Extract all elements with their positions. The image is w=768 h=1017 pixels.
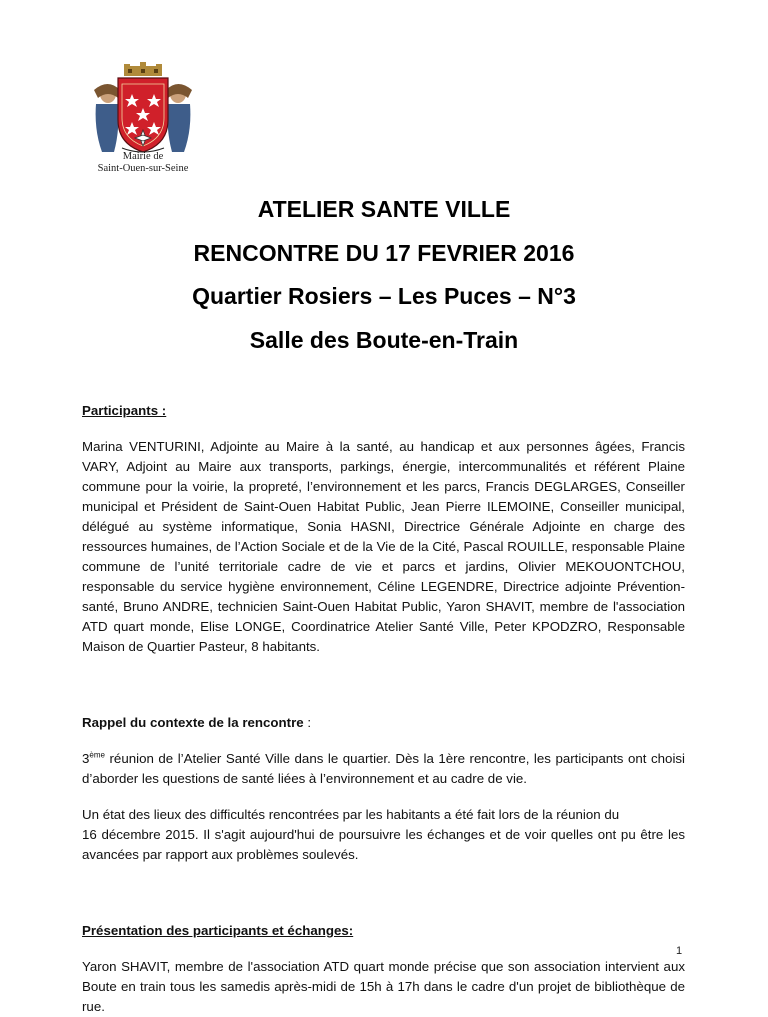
logo-caption-line-1: Mairie de [122,151,164,162]
logo-caption-line-2: Saint-Ouen-sur-Seine [97,163,189,174]
page-number: 1 [676,945,683,957]
rappel-paragraph-2 [82,805,685,865]
title-block [0,188,768,362]
rappel-heading-suffix: : [303,715,312,730]
rappel-heading [82,713,685,733]
rappel-paragraph-2-line-1: Un état des lieux des difficultés rencontrées par les habitants a été fait lors de la réunion du [82,807,620,822]
rappel-paragraph-1-text: réunion de l’Atelier Santé Ville dans le quartier. Dès la 1ère rencontre, les participants ont choisi d’aborder les questions de santé liées à l’environnement et au cadre de vie. [82,751,685,786]
presentation-heading-text: Présentation des participants et échanges: [82,923,354,938]
presentation-paragraph: Yaron SHAVIT, membre de l'association ATD quart monde précise que son association intervient aux Boute en train tous les samedis après-midi de 15h à 17h dans le cadre d'un projet de bibliothèque de rue. [82,959,685,1014]
participants-heading [82,401,685,421]
rappel-ordinal-number: 3 [82,751,90,766]
document-body [82,401,685,1017]
rappel-ordinal-suffix: ème [89,750,105,760]
rappel-paragraph-2-rest: 16 décembre 2015. Il s'agit aujourd'hui de poursuivre les échanges et de voir quelles ont pu être les avancées par rapport aux problèmes soulevés. [82,827,685,862]
presentation-heading [82,921,685,941]
rappel-heading-text: Rappel du contexte de la rencontre [82,715,304,730]
title-line-2: RENCONTRE DU 17 FEVRIER 2016 [193,239,575,266]
title-line-4: Salle des Boute-en-Train [249,326,519,353]
logo-caption [78,151,208,175]
rappel-paragraph-1 [82,749,685,789]
participants-heading-text: Participants : [82,403,167,418]
title-line-3: Quartier Rosiers – Les Puces – N°3 [192,283,576,309]
participants-paragraph: Marina VENTURINI, Adjointe au Maire à la santé, au handicap et aux personnes âgées, Francis VARY, Adjoint au Maire aux transports, parkings, énergie, intercommunalités et référent Plaine commune pour la voirie, la propreté, l’environnement et les parcs, Francis DEGLARGES, Conseiller municipal et Président de Saint-Ouen Habitat Public, Jean Pierre ILEMOINE, Conseiller municipal, délégué au système informatique, Sonia HASNI, Directrice Générale Adjointe en charge des ressources humaines, de l’Action Sociale et de la Vie de la Cité, Pascal ROUILLE, responsable Plaine commune de l’unité territoriale cadre de vie et parcs et jardins, Olivier MEKOUONTCHOU, responsable du service hygiène environnement, Céline LEGENDRE, Directrice adjointe Prévention-santé, Bruno ANDRE, technicien Saint-Ouen Habitat Public, Yaron SHAVIT, membre de l'association ATD quart monde, Elise LONGE, Coordinatrice Atelier Santé Ville, Peter KPODZRO, Responsable Maison de Quartier Pasteur, 8 habitants. [82,439,685,654]
title-line-1: ATELIER SANTE VILLE [257,196,511,222]
